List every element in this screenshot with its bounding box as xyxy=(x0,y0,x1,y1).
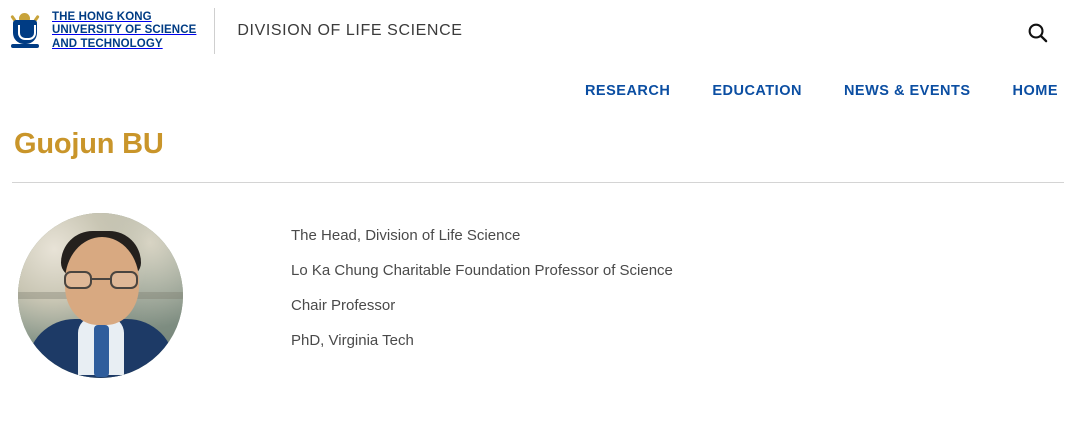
header-divider xyxy=(214,8,215,54)
university-name-line-2: UNIVERSITY OF SCIENCE xyxy=(52,24,197,37)
nav-item-news-events[interactable]: NEWS & EVENTS xyxy=(843,83,971,99)
page-title: Guojun BU xyxy=(14,128,164,160)
page-title-wrap xyxy=(0,114,1080,161)
profile-line-title: The Head, Division of Life Science xyxy=(291,227,521,244)
university-name-line-3: AND TECHNOLOGY xyxy=(52,37,163,50)
site-header xyxy=(0,0,1080,62)
search-button[interactable] xyxy=(1022,17,1052,47)
university-name xyxy=(52,11,196,52)
profile-section xyxy=(0,183,1080,378)
profile-details xyxy=(183,213,673,378)
university-logo-link[interactable] xyxy=(10,11,196,52)
profile-line-rank: Chair Professor xyxy=(291,297,396,314)
nav-item-home[interactable]: HOME xyxy=(1012,83,1058,99)
nav-item-research[interactable]: RESEARCH xyxy=(584,83,671,99)
search-icon xyxy=(1026,21,1049,44)
department-title: DIVISION OF LIFE SCIENCE xyxy=(237,22,463,39)
avatar xyxy=(18,213,183,378)
nav-item-education[interactable]: EDUCATION xyxy=(712,83,802,99)
main-nav xyxy=(0,68,1080,114)
hkust-crest-icon xyxy=(10,13,40,49)
university-name-line-1: THE HONG KONG xyxy=(52,10,152,23)
profile-line-degree: PhD, Virginia Tech xyxy=(291,332,414,349)
profile-line-professorship: Lo Ka Chung Charitable Foundation Professor of Science xyxy=(291,262,673,279)
